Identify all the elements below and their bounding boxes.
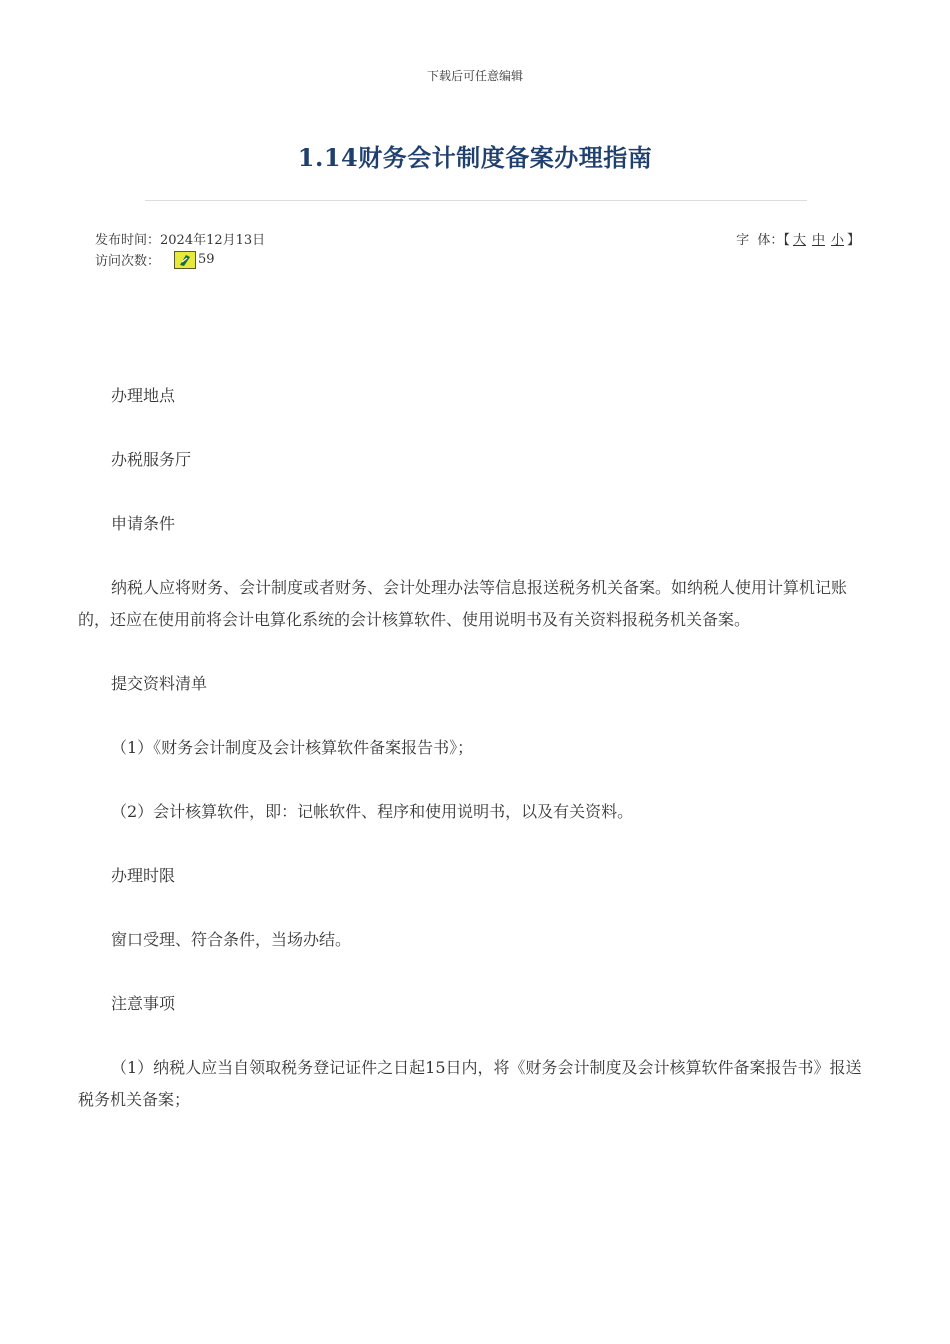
list-item-material-1: （1）《财务会计制度及会计核算软件备案报告书》； [111,738,474,757]
font-size-control [736,229,860,248]
publish-label: 发布时间： [95,233,161,248]
publish-info [95,229,265,248]
counter-icon [174,251,196,269]
list-item-material-2: （2）会计核算软件，即：记帐软件、程序和使用说明书，以及有关资料。 [111,802,634,821]
paragraph-conditions: 纳税人应将财务、会计制度或者财务、会计处理办法等信息报送税务机关备案。如纳税人使用计算机记账的，还应在使用前将会计电算化系统的会计核算软件、使用说明书及有关资料报税务机关备案。 [78,578,848,629]
visits-label: 访问次数： [95,254,161,269]
page-title: 1.14财务会计制度备案办理指南 [297,143,653,172]
section-heading-materials: 提交资料清单 [111,674,208,693]
visits-info [95,250,215,269]
list-item-note-1: （1）纳税人应当自领取税务登记证件之日起15日内，将《财务会计制度及会计核算软件备案报告书》报送税务机关备案； [78,1058,862,1109]
font-small-link[interactable]: 小 [830,233,844,248]
bracket-close: 】 [846,233,860,248]
font-large-link[interactable]: 大 [792,233,806,248]
section-heading-conditions: 申请条件 [111,514,176,533]
visits-count: 59 [198,252,215,267]
title-divider [145,200,807,201]
header-note: 下载后可任意编辑 [426,69,523,83]
font-size-label: 字 体： [736,233,784,248]
paragraph-location: 办税服务厅 [111,450,192,469]
publish-date: 2024年12月13日 [160,233,266,248]
paragraph-time-limit: 窗口受理、符合条件，当场办结。 [111,930,352,949]
section-heading-location: 办理地点 [111,386,176,405]
bracket-open: 【 [783,233,790,248]
font-medium-link[interactable]: 中 [811,233,825,248]
section-heading-time-limit: 办理时限 [111,866,176,885]
section-heading-notes: 注意事项 [111,994,176,1013]
article-body [78,380,868,1148]
